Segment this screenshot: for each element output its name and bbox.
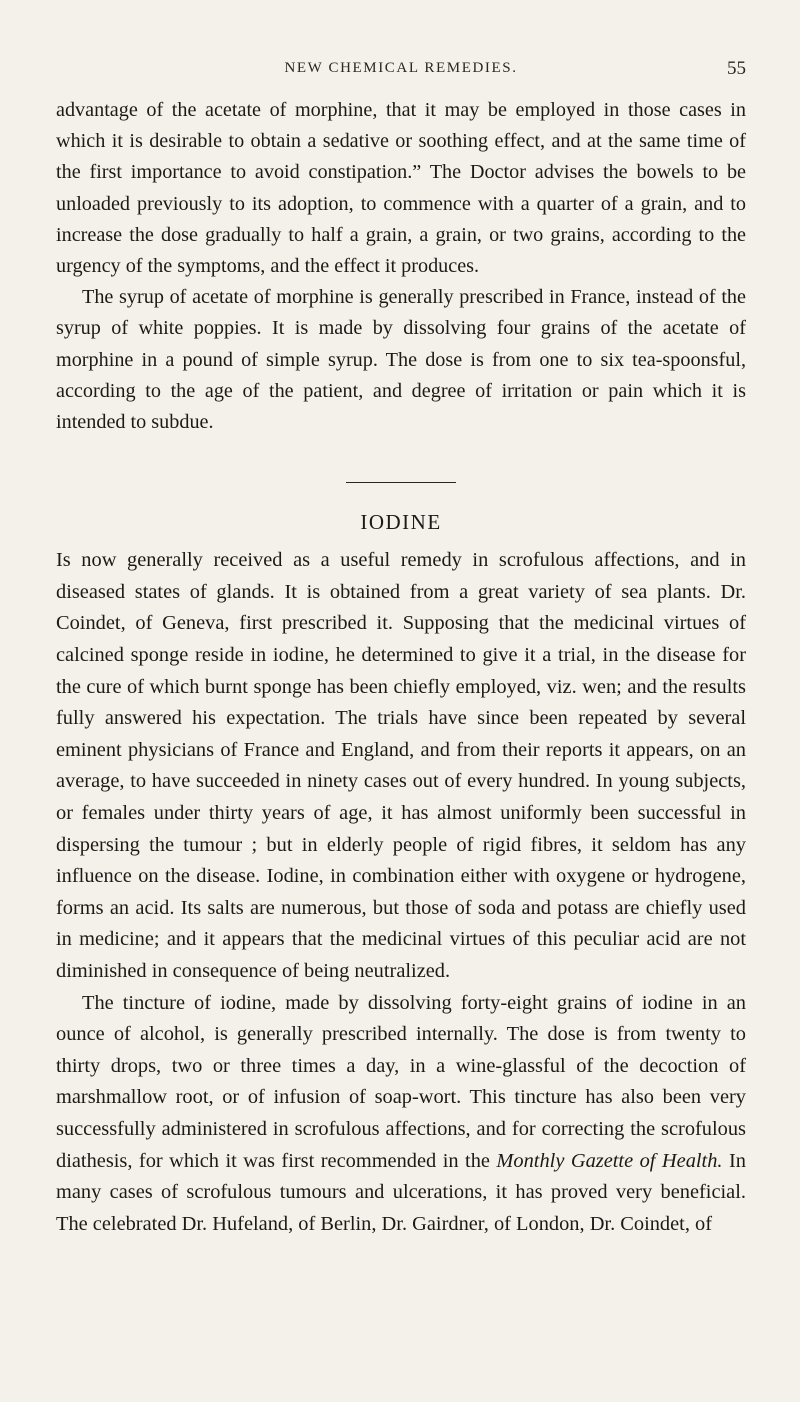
- publication-title: Monthly Gazette of Health.: [496, 1149, 723, 1172]
- book-page: [56, 0, 746, 1240]
- paragraph-continued: advantage of the acetate of morphine, that it may be employed in those cases in which it is desirable to obtain a sedative or soothing effect, and at the same time of the first importance to avoid constipation.” The Doctor advises the bowels to be unloaded previously to its adoption, to commence with a quarter of a grain, and to increase the dose gradually to half a grain, a grain, or two grains, according to the urgency of the symptoms, and the effect it produces.: [56, 99, 746, 278]
- paragraph-text: The tincture of iodine, made by dissolving forty-eight grains of iodine in an ounce of alcohol, is generally prescribed internally. The dose is from twenty to thirty drops, two or three times a day, in a wine-glassful of the decoction of marshmallow root, or of infusion of soap-wort. This tincture has also been very successfully administered in scrofulous affections, and for correcting the scrofulous diathesis, for which it was first recommended in the: [56, 991, 746, 1172]
- running-header: [56, 60, 746, 90]
- paragraph-tincture-of-iodine: [56, 988, 746, 1241]
- paragraph-syrup-of-acetate: The syrup of acetate of morphine is generally prescribed in France, instead of the syrup of white poppies. It is made by dissolving four grains of the acetate of morphine in a pound of simple syrup. The dose is from one to six tea-spoonsful, according to the age of the patient, and degree of irritation or pain which it is intended to subdue.: [56, 286, 746, 434]
- running-title: NEW CHEMICAL REMEDIES.: [284, 60, 518, 76]
- section-divider: [346, 482, 456, 483]
- section-body: [56, 545, 746, 1240]
- paragraph-iodine-intro: Is now generally received as a useful remedy in scrofulous affections, and in diseased states of glands. It is obtained from a great variety of sea plants. Dr. Coindet, of Geneva, first prescribed it. Supposing that the medicinal virtues of calcined sponge reside in iodine, he determined to give it a trial, in the disease for the cure of which burnt sponge has been chiefly employed, viz. wen; and the results fully answered his expectation. The trials have since been repeated by several eminent physicians of France and England, and from their reports it appears, on an average, to have succeeded in ninety cases out of every hundred. In young subjects, or females under thirty years of age, it has almost uniformly been successful in dispersing the tumour ; but in elderly people of rigid fibres, it seldom has any influence on the disease. Iodine, in combination either with oxygene or hydrogene, forms an acid. Its salts are numerous, but those of soda and potass are chiefly used in medicine; and it appears that the medicinal virtues of this peculiar acid are not diminished in consequence of being neutralized.: [56, 549, 746, 982]
- section-heading: IODINE: [360, 510, 442, 535]
- continued-text: [56, 95, 746, 438]
- page-number: 55: [727, 58, 746, 79]
- paragraph-text: In many cases of scrofulous tumours and ulcerations, it has proved very beneficial. The celebrated Dr. Hufeland, of Berlin, Dr. Gairdner, of London, Dr. Coindet, of: [56, 1149, 746, 1235]
